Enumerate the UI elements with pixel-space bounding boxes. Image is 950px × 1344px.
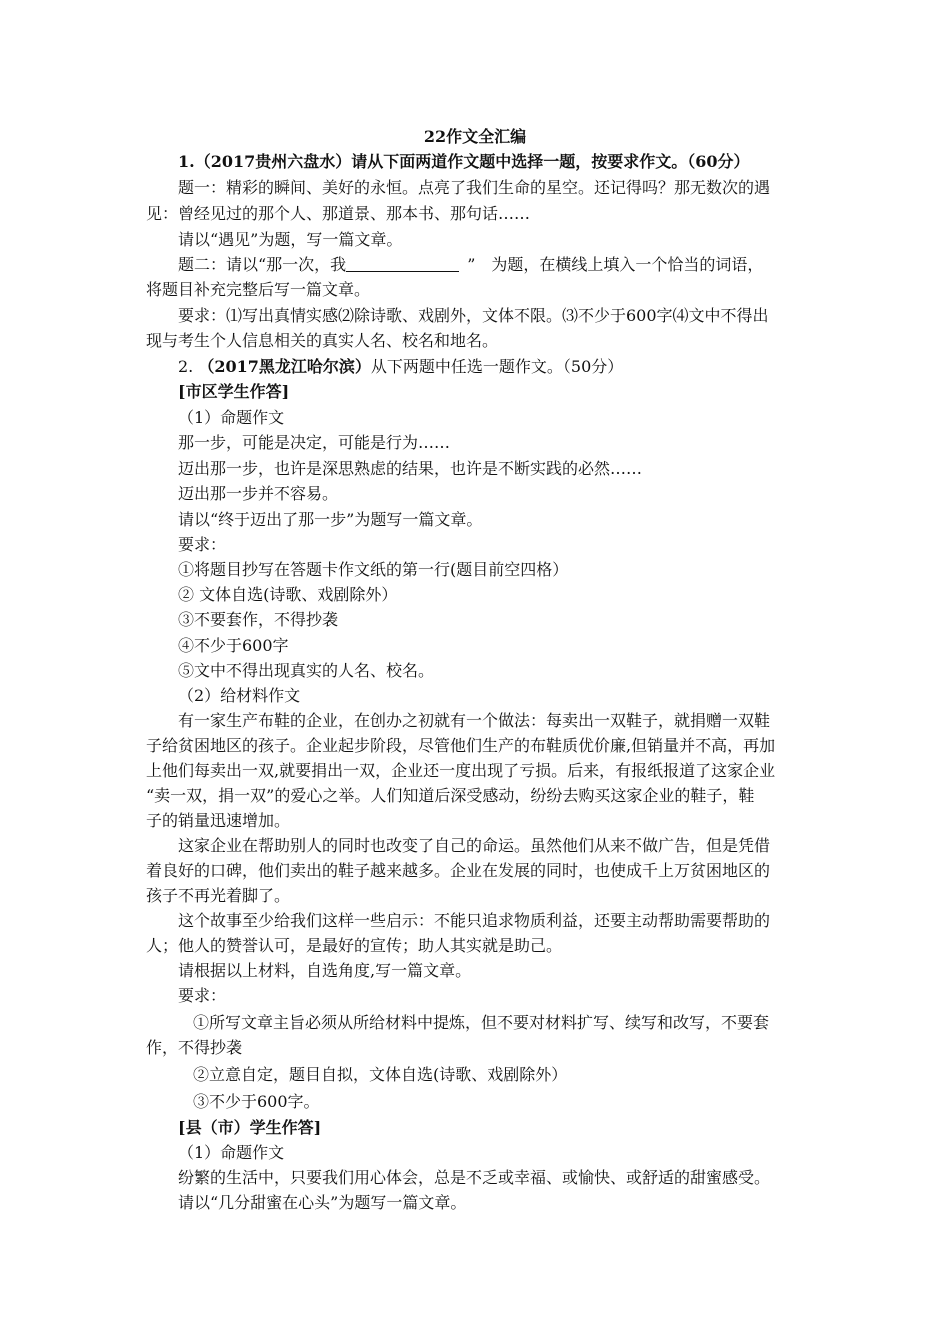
city-task2-req-3: ③不少于600字。 [193, 1092, 320, 1111]
city-task2-requirements: 要求： [178, 986, 227, 1005]
city-students-heading: [市区学生作答] [178, 382, 290, 401]
city-task2-para1-line5: 子的销量迅速增加。 [146, 811, 291, 830]
q1-topic1-line1: 题一：精彩的瞬间、美好的永恒。点亮了我们生命的星空。还记得吗？那无数次的遇 [178, 178, 771, 197]
city-task1-line3: 迈出那一步并不容易。 [178, 484, 339, 503]
q1-requirements-line2: 现与考生个人信息相关的真实人名、校名和地名。 [146, 331, 499, 350]
city-task1-line4: 请以“终于迈出了那一步”为题写一篇文章。 [178, 510, 483, 529]
city-task2-label: （2）给材料作文 [178, 686, 301, 705]
county-task1-line1: 纷繁的生活中，只要我们用心体会，总是不乏或幸福、或愉快、或舒适的甜蜜感受。 [178, 1168, 771, 1187]
q1-topic2-suffix: ” 为题，在横线上填入一个恰当的词语， [467, 255, 764, 274]
q1-topic2-line1 [178, 254, 763, 276]
city-task2-para1-line3: 上他们每卖出一双,就要捐出一双，企业还一度出现了亏损。后来，有报纸报道了这家企业 [146, 761, 776, 780]
city-task2-para1-line1: 有一家生产布鞋的企业，在创办之初就有一个做法：每卖出一双鞋子，就捐赠一双鞋 [178, 711, 771, 730]
city-task2-req-2: ②立意自定，题目自拟，文体自选(诗歌、戏剧除外） [193, 1065, 568, 1084]
city-task1-req-3: ③不要套作，不得抄袭 [178, 610, 339, 629]
q2-source: （2017黑龙江哈尔滨） [198, 357, 371, 376]
document-title: 22作文全汇编 [423, 127, 527, 146]
q1-topic1-line2: 见：曾经见过的那个人、那道景、那本书、那句话…… [146, 204, 531, 223]
q1-topic2-prefix: 题二：请以“那一次，我 [178, 255, 347, 274]
city-task1-line2: 迈出那一步，也许是深思熟虑的结果，也许是不断实践的必然…… [178, 459, 643, 478]
question-2-heading [178, 356, 623, 378]
city-task1-req-5: ⑤文中不得出现真实的人名、校名。 [178, 661, 435, 680]
county-task1-label: （1）命题作文 [178, 1143, 285, 1162]
city-task1-label: （1）命题作文 [178, 408, 285, 427]
city-task1-req-2: ② 文体自选(诗歌、戏剧除外） [178, 585, 398, 604]
county-students-heading: [县（市）学生作答] [178, 1118, 322, 1137]
city-task1-line1: 那一步，可能是决定，可能是行为…… [178, 433, 451, 452]
q2-instruction: 从下两题中任选一题作文。（50分） [370, 357, 624, 376]
question-1-heading: 1.（2017贵州六盘水）请从下面两道作文题中选择一题，按要求作文。（60分） [178, 152, 750, 171]
city-task2-para2-line2: 着良好的口碑，他们卖出的鞋子越来越多。企业在发展的同时，也使成千上万贫困地区的 [146, 861, 771, 880]
city-task2-req-1-line2: 作，不得抄袭 [146, 1038, 243, 1057]
county-task1-line2: 请以“几分甜蜜在心头”为题写一篇文章。 [178, 1193, 467, 1212]
city-task2-para2-line3: 孩子不再光着脚了。 [146, 886, 291, 905]
city-task2-req-1-line1: ①所写文章主旨必须从所给材料中提炼，但不要对材料扩写、续写和改写，不要套 [193, 1013, 770, 1032]
city-task1-requirements: 要求： [178, 535, 227, 554]
city-task2-para3-line2: 人；他人的赞誉认可，是最好的宣传；助人其实就是助己。 [146, 936, 563, 955]
city-task2-para2-line1: 这家企业在帮助别人的同时也改变了自己的命运。虽然他们从来不做广告，但是凭借 [178, 836, 771, 855]
q1-topic1-line3: 请以“遇见”为题，写一篇文章。 [178, 230, 403, 249]
city-task2-para4: 请根据以上材料，自选角度,写一篇文章。 [178, 961, 472, 980]
city-task2-para1-line2: 子给贫困地区的孩子。企业起步阶段，尽管他们生产的布鞋质优价廉,但销量并不高，再加 [146, 736, 776, 755]
city-task2-para3-line1: 这个故事至少给我们这样一些启示：不能只追求物质利益，还要主动帮助需要帮助的 [178, 911, 771, 930]
city-task1-req-4: ④不少于600字 [178, 636, 289, 655]
q2-number: 2. [178, 357, 194, 376]
fill-in-blank-line [346, 255, 459, 272]
q1-topic2-line2: 将题目补充完整后写一篇文章。 [146, 280, 371, 299]
q1-requirements-line1: 要求：⑴写出真情实感⑵除诗歌、戏剧外，文体不限。⑶不少于600字⑷文中不得出 [178, 306, 769, 325]
city-task1-req-1: ①将题目抄写在答题卡作文纸的第一行(题目前空四格） [178, 560, 569, 579]
city-task2-para1-line4: “卖一双，捐一双”的爱心之举。人们知道后深受感动，纷纷去购买这家企业的鞋子，鞋 [146, 786, 755, 805]
